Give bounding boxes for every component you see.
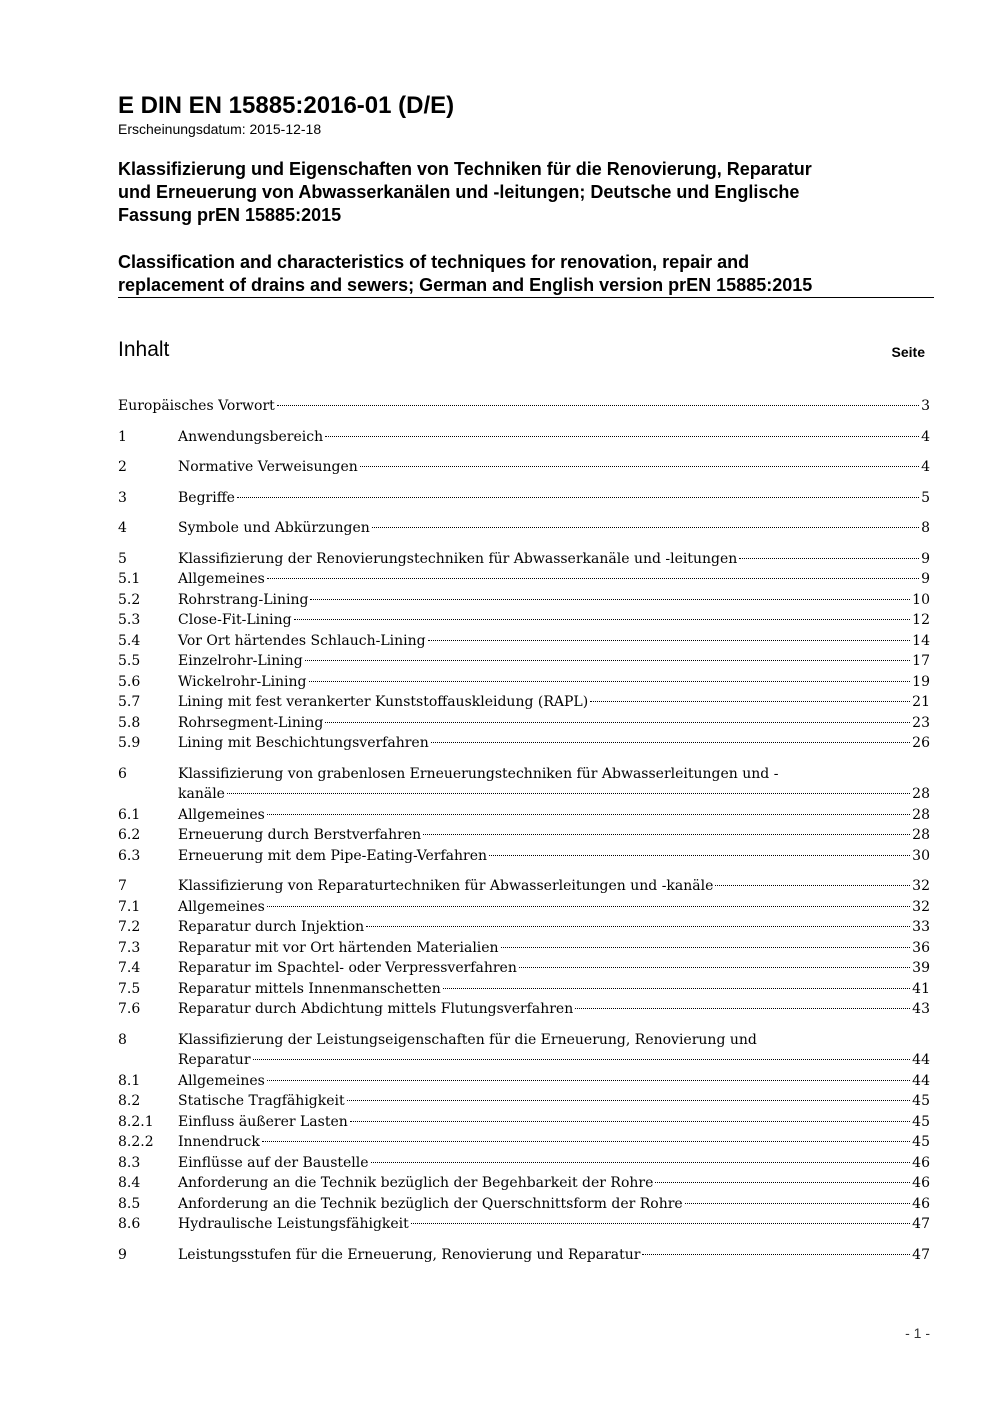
toc-dot-leader: [431, 742, 910, 743]
toc-entry-title: Lining mit fest verankerter Kunststoffauskleidung (RAPL): [178, 694, 589, 710]
title-english: [118, 251, 918, 297]
toc-entry-title: Normative Verweisungen: [178, 459, 358, 475]
toc-dot-leader: [501, 947, 911, 948]
toc-entry-number: 8: [118, 1031, 127, 1048]
toc-entry-title: Allgemeines: [178, 1072, 265, 1089]
title-divider: [118, 297, 934, 298]
toc-entry-number: 5.6: [118, 673, 141, 690]
toc-entry[interactable]: [118, 764, 930, 805]
toc-entry[interactable]: [118, 1091, 930, 1112]
title-german-line: Klassifizierung und Eigenschaften von Techniken für die Renovierung, Reparatur: [118, 159, 812, 179]
toc-entry-title: Reparatur mit vor Ort härtenden Materialien: [178, 939, 499, 956]
toc-entry[interactable]: [118, 488, 930, 509]
toc-entry-title: Close-Fit-Lining: [178, 612, 292, 628]
toc-entry-page: 32: [912, 898, 930, 915]
title-german: [118, 158, 918, 227]
toc-entry-title: Reparatur mittels Innenmanschetten: [178, 980, 441, 997]
toc-entry-number: 7.3: [118, 939, 141, 956]
toc-dot-leader: [519, 967, 910, 968]
toc-dot-leader: [372, 527, 919, 528]
toc-entry-number: 1: [118, 428, 127, 445]
toc-dot-leader: [715, 885, 910, 886]
toc-entry-page: 32: [912, 878, 930, 894]
toc-entry[interactable]: [118, 1214, 930, 1235]
toc-entry-number: 8.2: [118, 1093, 141, 1109]
toc-entry-page: 47: [912, 1246, 930, 1263]
title-english-line: replacement of drains and sewers; German and English version prEN 15885:2015: [118, 275, 813, 295]
toc-entry-page: 28: [912, 827, 930, 843]
toc-entry[interactable]: [118, 672, 930, 693]
toc-entry[interactable]: [118, 427, 930, 448]
toc-entry-page: 23: [912, 714, 930, 731]
toc-entry[interactable]: [118, 1173, 930, 1194]
toc-entry[interactable]: [118, 999, 930, 1020]
toc-entry[interactable]: [118, 1132, 930, 1153]
toc-dot-leader: [325, 722, 910, 723]
toc-entry-title: Allgemeines: [178, 898, 265, 915]
toc-entry-number: 6.3: [118, 847, 141, 864]
toc-entry[interactable]: [118, 958, 930, 979]
toc-entry-number: 6.1: [118, 806, 141, 823]
toc-dot-leader: [739, 558, 919, 559]
toc-entry-page: 28: [912, 786, 930, 802]
toc-entry-title-continued: Reparatur: [178, 1052, 251, 1068]
toc-entry-page: 9: [921, 550, 930, 567]
toc-entry[interactable]: [118, 1194, 930, 1215]
toc-entry-page: 45: [912, 1113, 930, 1130]
toc-entry[interactable]: [118, 917, 930, 938]
toc-entry-title: Reparatur durch Injektion: [178, 919, 365, 935]
toc-entry-page: 3: [921, 398, 930, 414]
toc-entry-page: 5: [921, 489, 930, 506]
toc-entry[interactable]: [118, 1153, 930, 1174]
toc-entry[interactable]: [118, 897, 930, 918]
toc-entry[interactable]: [118, 590, 930, 611]
toc-entry-title-continued: kanäle: [178, 786, 225, 802]
toc-entry-title: Allgemeines: [178, 806, 265, 823]
toc-entry-number: 4: [118, 520, 127, 536]
toc-entry-title: Rohrsegment-Lining: [178, 714, 324, 731]
toc-entry-page: 14: [912, 632, 930, 649]
toc-entry-title: Erneuerung mit dem Pipe-Eating-Verfahren: [178, 847, 488, 864]
toc-entry-page: 45: [912, 1093, 930, 1109]
toc-entry[interactable]: [118, 518, 930, 539]
toc-entry-number: 7.1: [118, 898, 141, 915]
toc-entry[interactable]: [118, 876, 930, 897]
toc-entry-page: 21: [912, 694, 930, 710]
toc-entry[interactable]: [118, 938, 930, 959]
toc-entry-page: 46: [912, 1154, 930, 1171]
toc-entry-page: 47: [912, 1216, 930, 1232]
toc-entry-number: 5.7: [118, 694, 141, 710]
toc-entry[interactable]: [118, 846, 930, 867]
toc-entry[interactable]: [118, 1112, 930, 1133]
toc-dot-leader: [575, 1008, 910, 1009]
toc-entry-number: 5.2: [118, 591, 141, 608]
toc-entry-number: 6.2: [118, 827, 141, 843]
toc-entry[interactable]: [118, 713, 930, 734]
toc-entry-title: Wickelrohr-Lining: [178, 673, 307, 690]
toc-entry-number: 8.6: [118, 1216, 141, 1232]
toc-entry-title: Lining mit Beschichtungsverfahren: [178, 735, 429, 751]
toc-entry-number: 8.2.2: [118, 1134, 154, 1150]
toc-entry-title: Leistungsstufen für die Erneuerung, Renovierung und Reparatur: [178, 1246, 641, 1263]
toc-dot-leader: [489, 855, 910, 856]
title-german-line: Fassung prEN 15885:2015: [118, 205, 342, 225]
toc-page-column-label: Seite: [891, 344, 925, 360]
toc-entry-title: Allgemeines: [178, 571, 265, 587]
toc-entry-number: 5.1: [118, 571, 141, 587]
toc-entry[interactable]: [118, 979, 930, 1000]
toc-entry-number: 8.2.1: [118, 1113, 154, 1130]
toc-entry-page: 45: [912, 1134, 930, 1150]
toc-dot-leader: [237, 497, 919, 498]
toc-entry-title: Reparatur durch Abdichtung mittels Flutungsverfahren: [178, 1001, 574, 1017]
toc-dot-leader: [443, 988, 910, 989]
toc-dot-leader: [305, 660, 911, 661]
toc-entry[interactable]: [118, 692, 930, 713]
toc-entry-page: 46: [912, 1195, 930, 1212]
toc-entry[interactable]: [118, 610, 930, 631]
toc-entry-title: Vor Ort härtendes Schlauch-Lining: [178, 632, 426, 649]
toc-dot-leader: [325, 436, 919, 437]
toc-entry-page: 43: [912, 1001, 930, 1017]
toc-entry[interactable]: [118, 396, 930, 417]
toc-entry[interactable]: [118, 1071, 930, 1092]
toc-entry-number: 7: [118, 878, 127, 894]
toc-entry-page: 19: [912, 673, 930, 690]
toc-entry-number: 9: [118, 1246, 127, 1263]
publication-date: Erscheinungsdatum: 2015-12-18: [118, 121, 322, 137]
toc-dot-leader: [294, 619, 911, 620]
toc-dot-leader: [350, 1121, 910, 1122]
toc-entry-number: 8.4: [118, 1175, 141, 1191]
toc-entry-title: Klassifizierung von Reparaturtechniken für Abwasserleitungen und -kanäle: [178, 878, 714, 894]
toc-entry[interactable]: [118, 569, 930, 590]
toc-entry-title: Anwendungsbereich: [178, 428, 324, 445]
toc-entry-number: 2: [118, 459, 127, 475]
toc-dot-leader: [590, 701, 910, 702]
toc-entry-title: Anforderung an die Technik bezüglich der Begehbarkeit der Rohre: [178, 1175, 654, 1191]
toc-entry-page: 28: [912, 806, 930, 823]
table-of-contents: [118, 396, 930, 1265]
page-number: - 1 -: [905, 1325, 930, 1341]
toc-entry-title: Klassifizierung der Renovierungstechniken für Abwasserkanäle und -leitungen: [178, 550, 738, 567]
toc-entry-title: Statische Tragfähigkeit: [178, 1093, 345, 1109]
toc-dot-leader: [642, 1254, 910, 1255]
toc-entry-page: 4: [921, 459, 930, 475]
toc-entry-page: 12: [912, 612, 930, 628]
toc-heading: Inhalt: [118, 338, 170, 361]
toc-entry-page: 4: [921, 428, 930, 445]
toc-entry-page: 30: [912, 847, 930, 864]
toc-entry-title: Einfluss äußerer Lasten: [178, 1113, 348, 1130]
toc-entry-title: Einzelrohr-Lining: [178, 653, 303, 669]
toc-entry-title: Klassifizierung der Leistungseigenschaften für die Erneuerung, Renovierung und: [178, 1031, 757, 1048]
toc-entry[interactable]: [118, 1245, 930, 1266]
toc-entry-number: 5.9: [118, 735, 141, 751]
toc-dot-leader: [423, 834, 910, 835]
toc-entry-number: 7.4: [118, 960, 141, 976]
toc-entry[interactable]: [118, 631, 930, 652]
toc-entry-title: Reparatur im Spachtel- oder Verpressverfahren: [178, 960, 517, 976]
toc-entry-number: 5.5: [118, 653, 141, 669]
toc-entry-page: 36: [912, 939, 930, 956]
toc-entry-title: Innendruck: [178, 1134, 260, 1150]
document-id: E DIN EN 15885:2016-01 (D/E): [118, 92, 455, 119]
toc-entry-title: Rohrstrang-Lining: [178, 591, 309, 608]
toc-entry[interactable]: [118, 549, 930, 570]
toc-entry-page: 39: [912, 960, 930, 976]
toc-entry-title: Anforderung an die Technik bezüglich der Querschnittsform der Rohre: [178, 1195, 683, 1212]
toc-entry-title: Klassifizierung von grabenlosen Erneuerungstechniken für Abwasserleitungen und -: [178, 765, 779, 782]
toc-entry-title: Begriffe: [178, 489, 235, 506]
toc-dot-leader: [267, 578, 919, 579]
toc-entry[interactable]: [118, 1030, 930, 1071]
toc-entry[interactable]: [118, 457, 930, 478]
title-german-line: und Erneuerung von Abwasserkanälen und -leitungen; Deutsche und Englische: [118, 182, 800, 202]
toc-entry-number: 3: [118, 489, 127, 506]
toc-entry-number: 7.5: [118, 980, 141, 997]
toc-entry-page: 44: [912, 1072, 930, 1089]
toc-dot-leader: [277, 405, 919, 406]
toc-entry-page: 10: [912, 591, 930, 608]
toc-entry-page: 46: [912, 1175, 930, 1191]
toc-entry-title: Erneuerung durch Berstverfahren: [178, 827, 422, 843]
toc-dot-leader: [411, 1223, 910, 1224]
toc-entry-number: 8.3: [118, 1154, 141, 1171]
toc-entry[interactable]: [118, 825, 930, 846]
toc-dot-leader: [360, 466, 919, 467]
toc-dot-leader: [310, 599, 910, 600]
toc-dot-leader: [267, 814, 910, 815]
toc-dot-leader: [309, 681, 911, 682]
toc-dot-leader: [253, 1059, 911, 1060]
toc-entry-page: 44: [912, 1052, 930, 1068]
toc-entry-number: 8.1: [118, 1072, 141, 1089]
toc-dot-leader: [267, 1080, 910, 1081]
toc-dot-leader: [227, 793, 910, 794]
toc-entry-number: 5: [118, 550, 127, 567]
toc-dot-leader: [685, 1203, 910, 1204]
toc-dot-leader: [428, 640, 911, 641]
toc-entry-title: Einflüsse auf der Baustelle: [178, 1154, 369, 1171]
toc-dot-leader: [371, 1162, 911, 1163]
toc-entry-number: 6: [118, 765, 127, 782]
toc-entry-number: 5.8: [118, 714, 141, 731]
toc-entry-number: 8.5: [118, 1195, 141, 1212]
toc-entry-page: 26: [912, 735, 930, 751]
toc-entry-title: Hydraulische Leistungsfähigkeit: [178, 1216, 409, 1232]
toc-entry[interactable]: [118, 805, 930, 826]
toc-entry-title: Symbole und Abkürzungen: [178, 520, 370, 536]
toc-dot-leader: [366, 926, 910, 927]
toc-dot-leader: [262, 1141, 910, 1142]
toc-entry-page: 17: [912, 653, 930, 669]
toc-entry[interactable]: [118, 651, 930, 672]
toc-dot-leader: [655, 1182, 910, 1183]
toc-entry-number: 5.3: [118, 612, 141, 628]
toc-entry-page: 9: [921, 571, 930, 587]
toc-entry-number: 7.2: [118, 919, 141, 935]
toc-entry-number: 5.4: [118, 632, 141, 649]
toc-dot-leader: [347, 1100, 911, 1101]
toc-entry-page: 8: [921, 520, 930, 536]
toc-dot-leader: [267, 906, 910, 907]
toc-entry-number: 7.6: [118, 1001, 141, 1017]
toc-entry-page: 33: [912, 919, 930, 935]
title-english-line: Classification and characteristics of techniques for renovation, repair and: [118, 252, 750, 272]
toc-entry-title: Europäisches Vorwort: [118, 398, 275, 414]
toc-entry-page: 41: [912, 980, 930, 997]
toc-entry[interactable]: [118, 733, 930, 754]
